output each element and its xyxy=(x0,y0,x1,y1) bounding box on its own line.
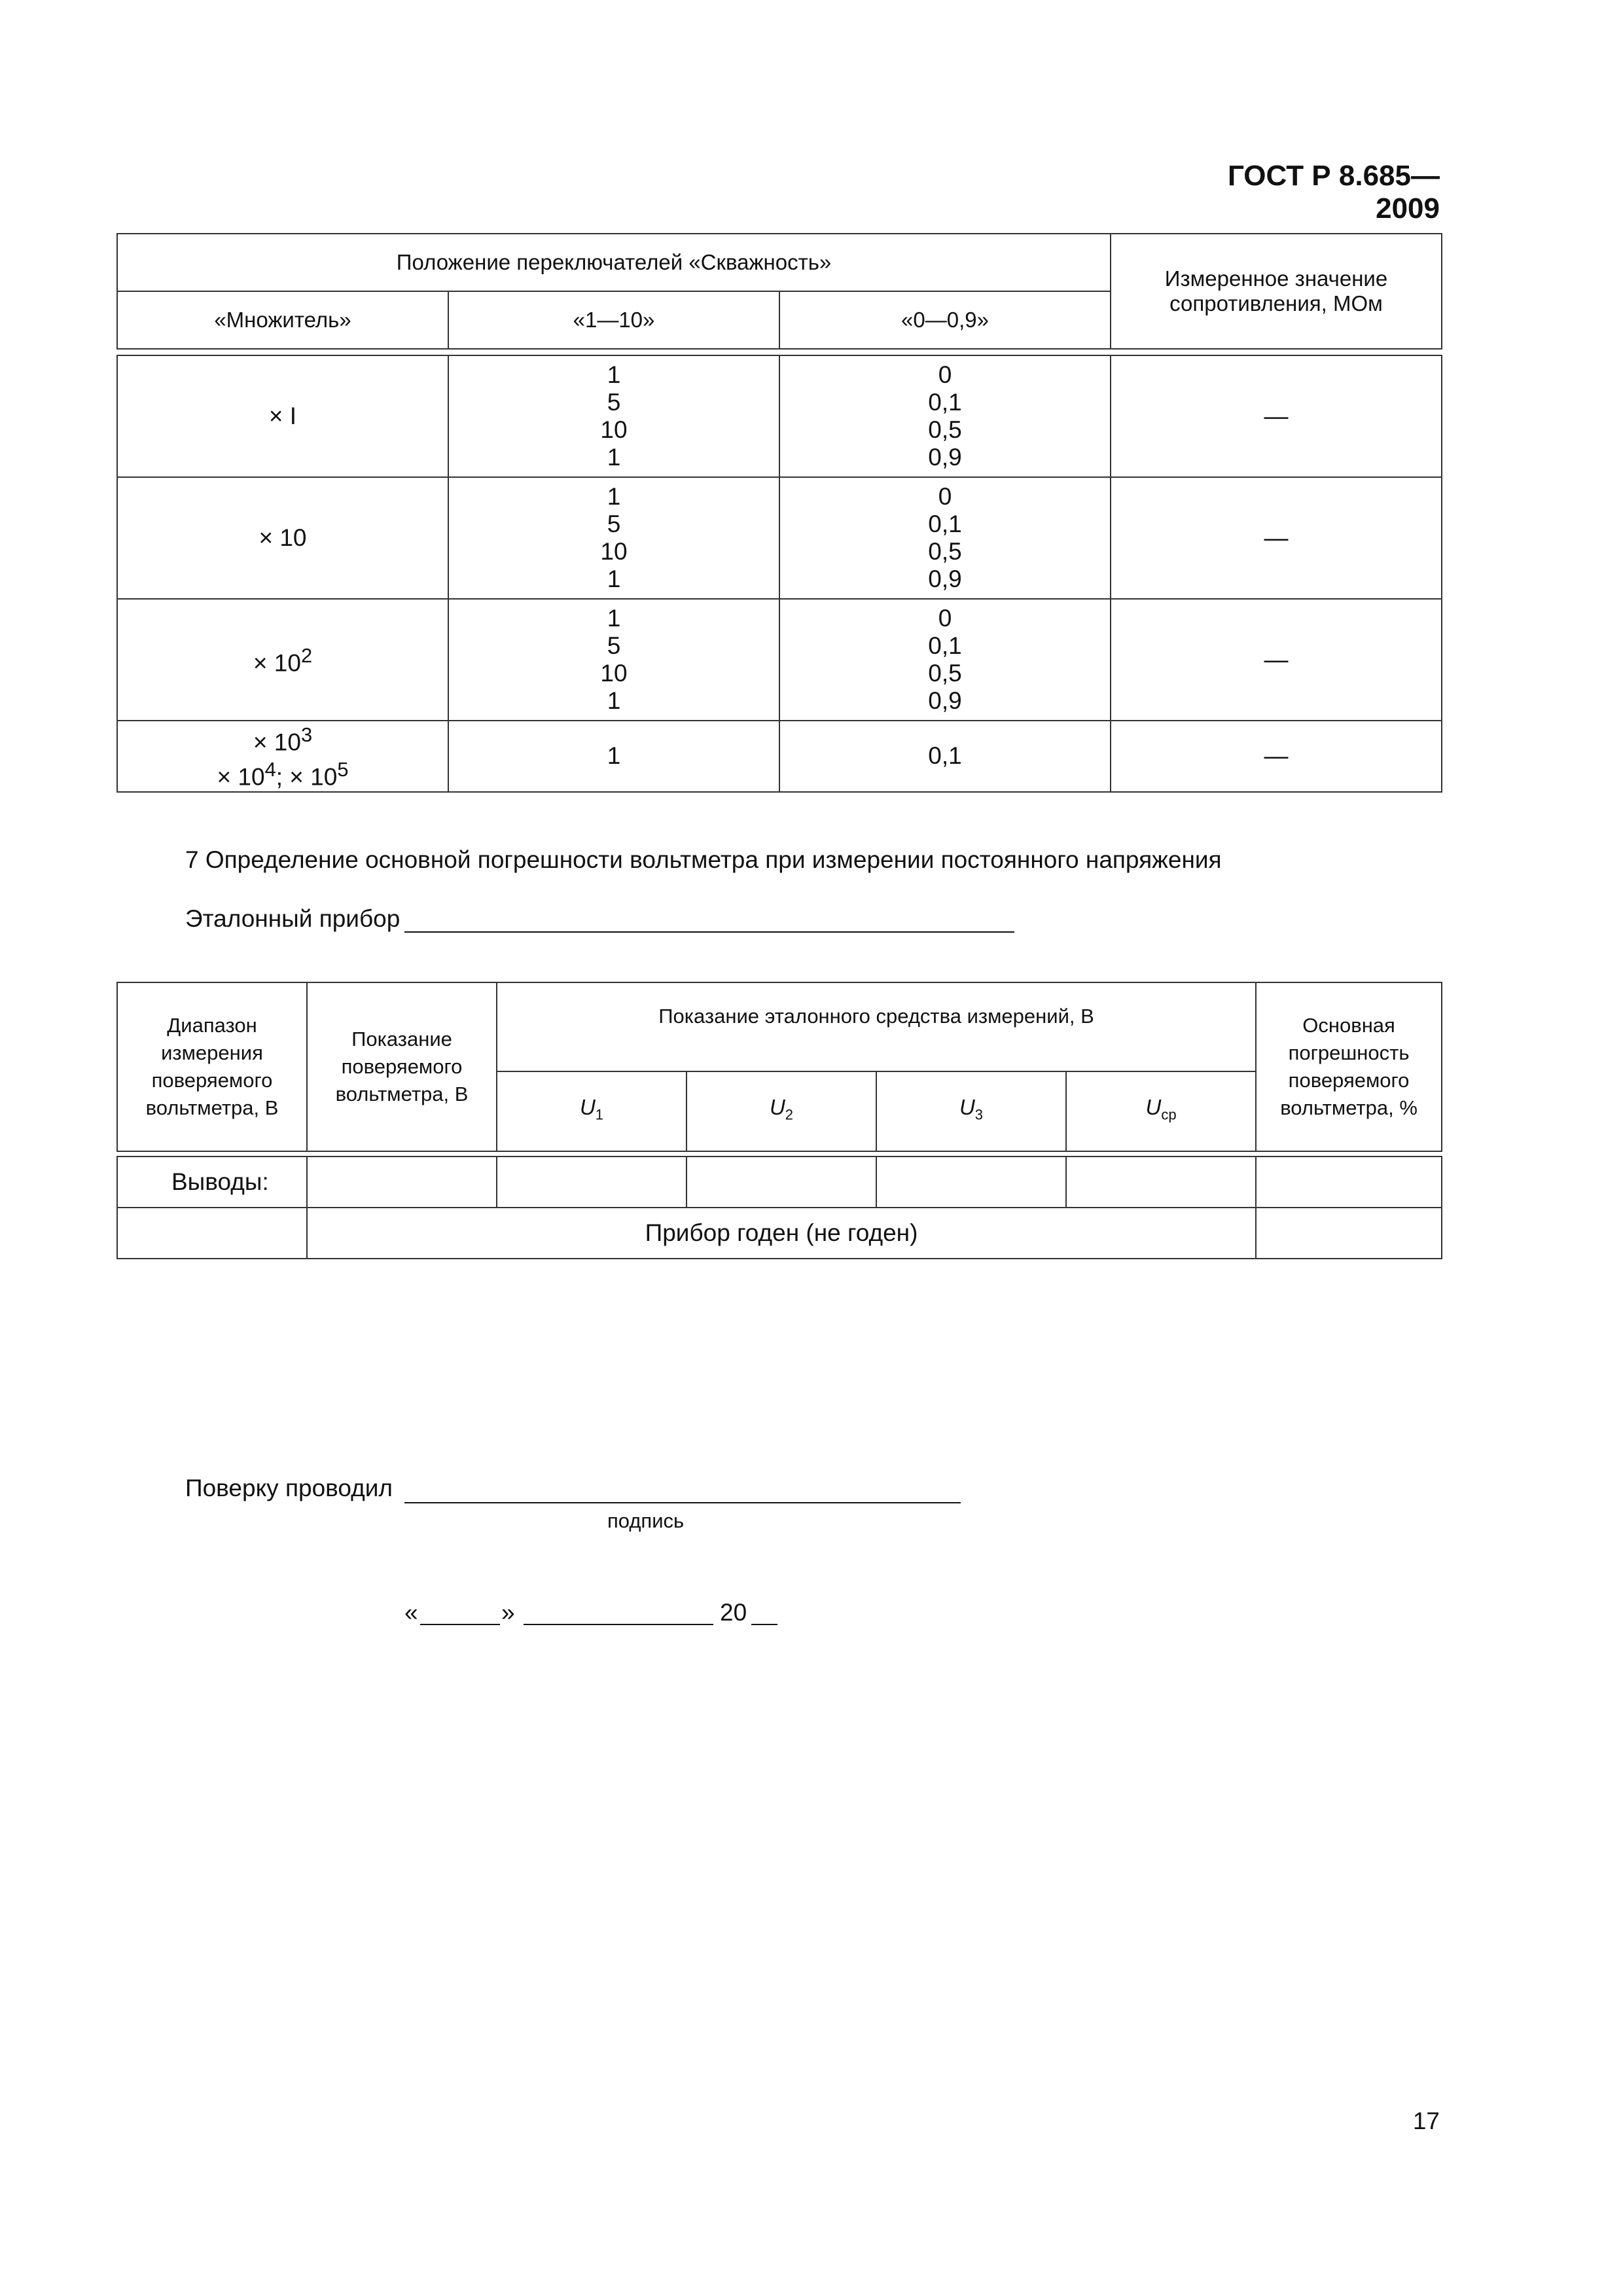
section-7-title: 7 Определение основной погрешности вольтметра при измерении постоянного напряжения xyxy=(185,846,1222,873)
inspector-label: Поверку проводил xyxy=(185,1475,393,1501)
range1-values: 1 5 10 1 xyxy=(448,599,779,721)
document-code: ГОСТ Р 8.685—2009 xyxy=(1227,160,1440,224)
multiplier-column-header: «Множитель» xyxy=(117,291,448,349)
result-cell: — xyxy=(1111,355,1442,477)
reading-column-header: Показание поверяемого вольтметра, В xyxy=(307,982,497,1151)
table-cell xyxy=(1256,1208,1442,1259)
table-row xyxy=(117,1208,1442,1259)
range1-column-header: «1—10» xyxy=(448,291,779,349)
signature-blank xyxy=(404,1502,961,1503)
ucp-column-header: $U_{ср}$ xyxy=(1066,1071,1256,1151)
date-close-quote: » xyxy=(501,1599,515,1626)
multiplier-cell: × $10^3$ × $10^4$; × $10^5$ xyxy=(117,721,448,792)
error-column-header: Основная погрешность поверяемого вольтметра, % xyxy=(1256,982,1442,1151)
date-day-blank xyxy=(420,1624,500,1625)
result-column-header: Измеренное значение сопротивления, МОм xyxy=(1111,234,1442,349)
multiplier-cell: × $10^2$ xyxy=(117,599,448,721)
u2-column-header: $U_2$ xyxy=(687,1071,876,1151)
table-cell xyxy=(687,1157,876,1208)
table-cell xyxy=(1066,1157,1256,1208)
date-open-quote: « xyxy=(404,1599,418,1626)
table-row xyxy=(117,721,1442,792)
verdict-cell: Прибор годен (не годен) xyxy=(307,1208,1256,1259)
range2-values: 0 0,1 0,5 0,9 xyxy=(779,477,1111,599)
range2-column-header: «0—0,9» xyxy=(779,291,1111,349)
range2-values: 0 0,1 0,5 0,9 xyxy=(779,599,1111,721)
table-row xyxy=(117,1157,1442,1208)
range2-values: 0,1 xyxy=(779,721,1111,792)
range1-values: 1 5 10 1 xyxy=(448,355,779,477)
table-cell xyxy=(1256,1157,1442,1208)
reference-instrument-label: Эталонный прибор xyxy=(185,905,401,932)
reference-group-header: Показание эталонного средства измерений, В xyxy=(497,982,1256,1071)
date-month-blank xyxy=(524,1624,713,1625)
conclusions-label: Выводы: xyxy=(117,1157,307,1208)
table-row xyxy=(117,477,1442,599)
table-row xyxy=(117,355,1442,477)
result-cell: — xyxy=(1111,599,1442,721)
voltmeter-error-table xyxy=(116,982,1442,1259)
table-cell xyxy=(876,1157,1066,1208)
table-cell xyxy=(497,1157,687,1208)
signature-caption: подпись xyxy=(607,1509,685,1532)
table-cell xyxy=(117,1208,307,1259)
result-cell: — xyxy=(1111,721,1442,792)
range1-values: 1 5 10 1 xyxy=(448,477,779,599)
range2-values: 0 0,1 0,5 0,9 xyxy=(779,355,1111,477)
range1-values: 1 xyxy=(448,721,779,792)
page-number: 17 xyxy=(1412,2108,1440,2134)
u1-column-header: $U_1$ xyxy=(497,1071,687,1151)
table-cell xyxy=(307,1157,497,1208)
switch-group-header: Положение переключателей «Скважность» xyxy=(117,234,1111,291)
multiplier-cell: × I xyxy=(117,355,448,477)
date-year-prefix: 20 xyxy=(720,1599,747,1626)
range-column-header: Диапазон измерения поверяемого вольтметра, В xyxy=(117,982,307,1151)
table-row xyxy=(117,599,1442,721)
result-cell: — xyxy=(1111,477,1442,599)
reference-instrument-blank xyxy=(404,931,1014,933)
multiplier-cell: × 10 xyxy=(117,477,448,599)
u3-column-header: $U_3$ xyxy=(876,1071,1066,1151)
date-year-blank xyxy=(751,1624,777,1625)
switch-position-table xyxy=(116,233,1442,793)
